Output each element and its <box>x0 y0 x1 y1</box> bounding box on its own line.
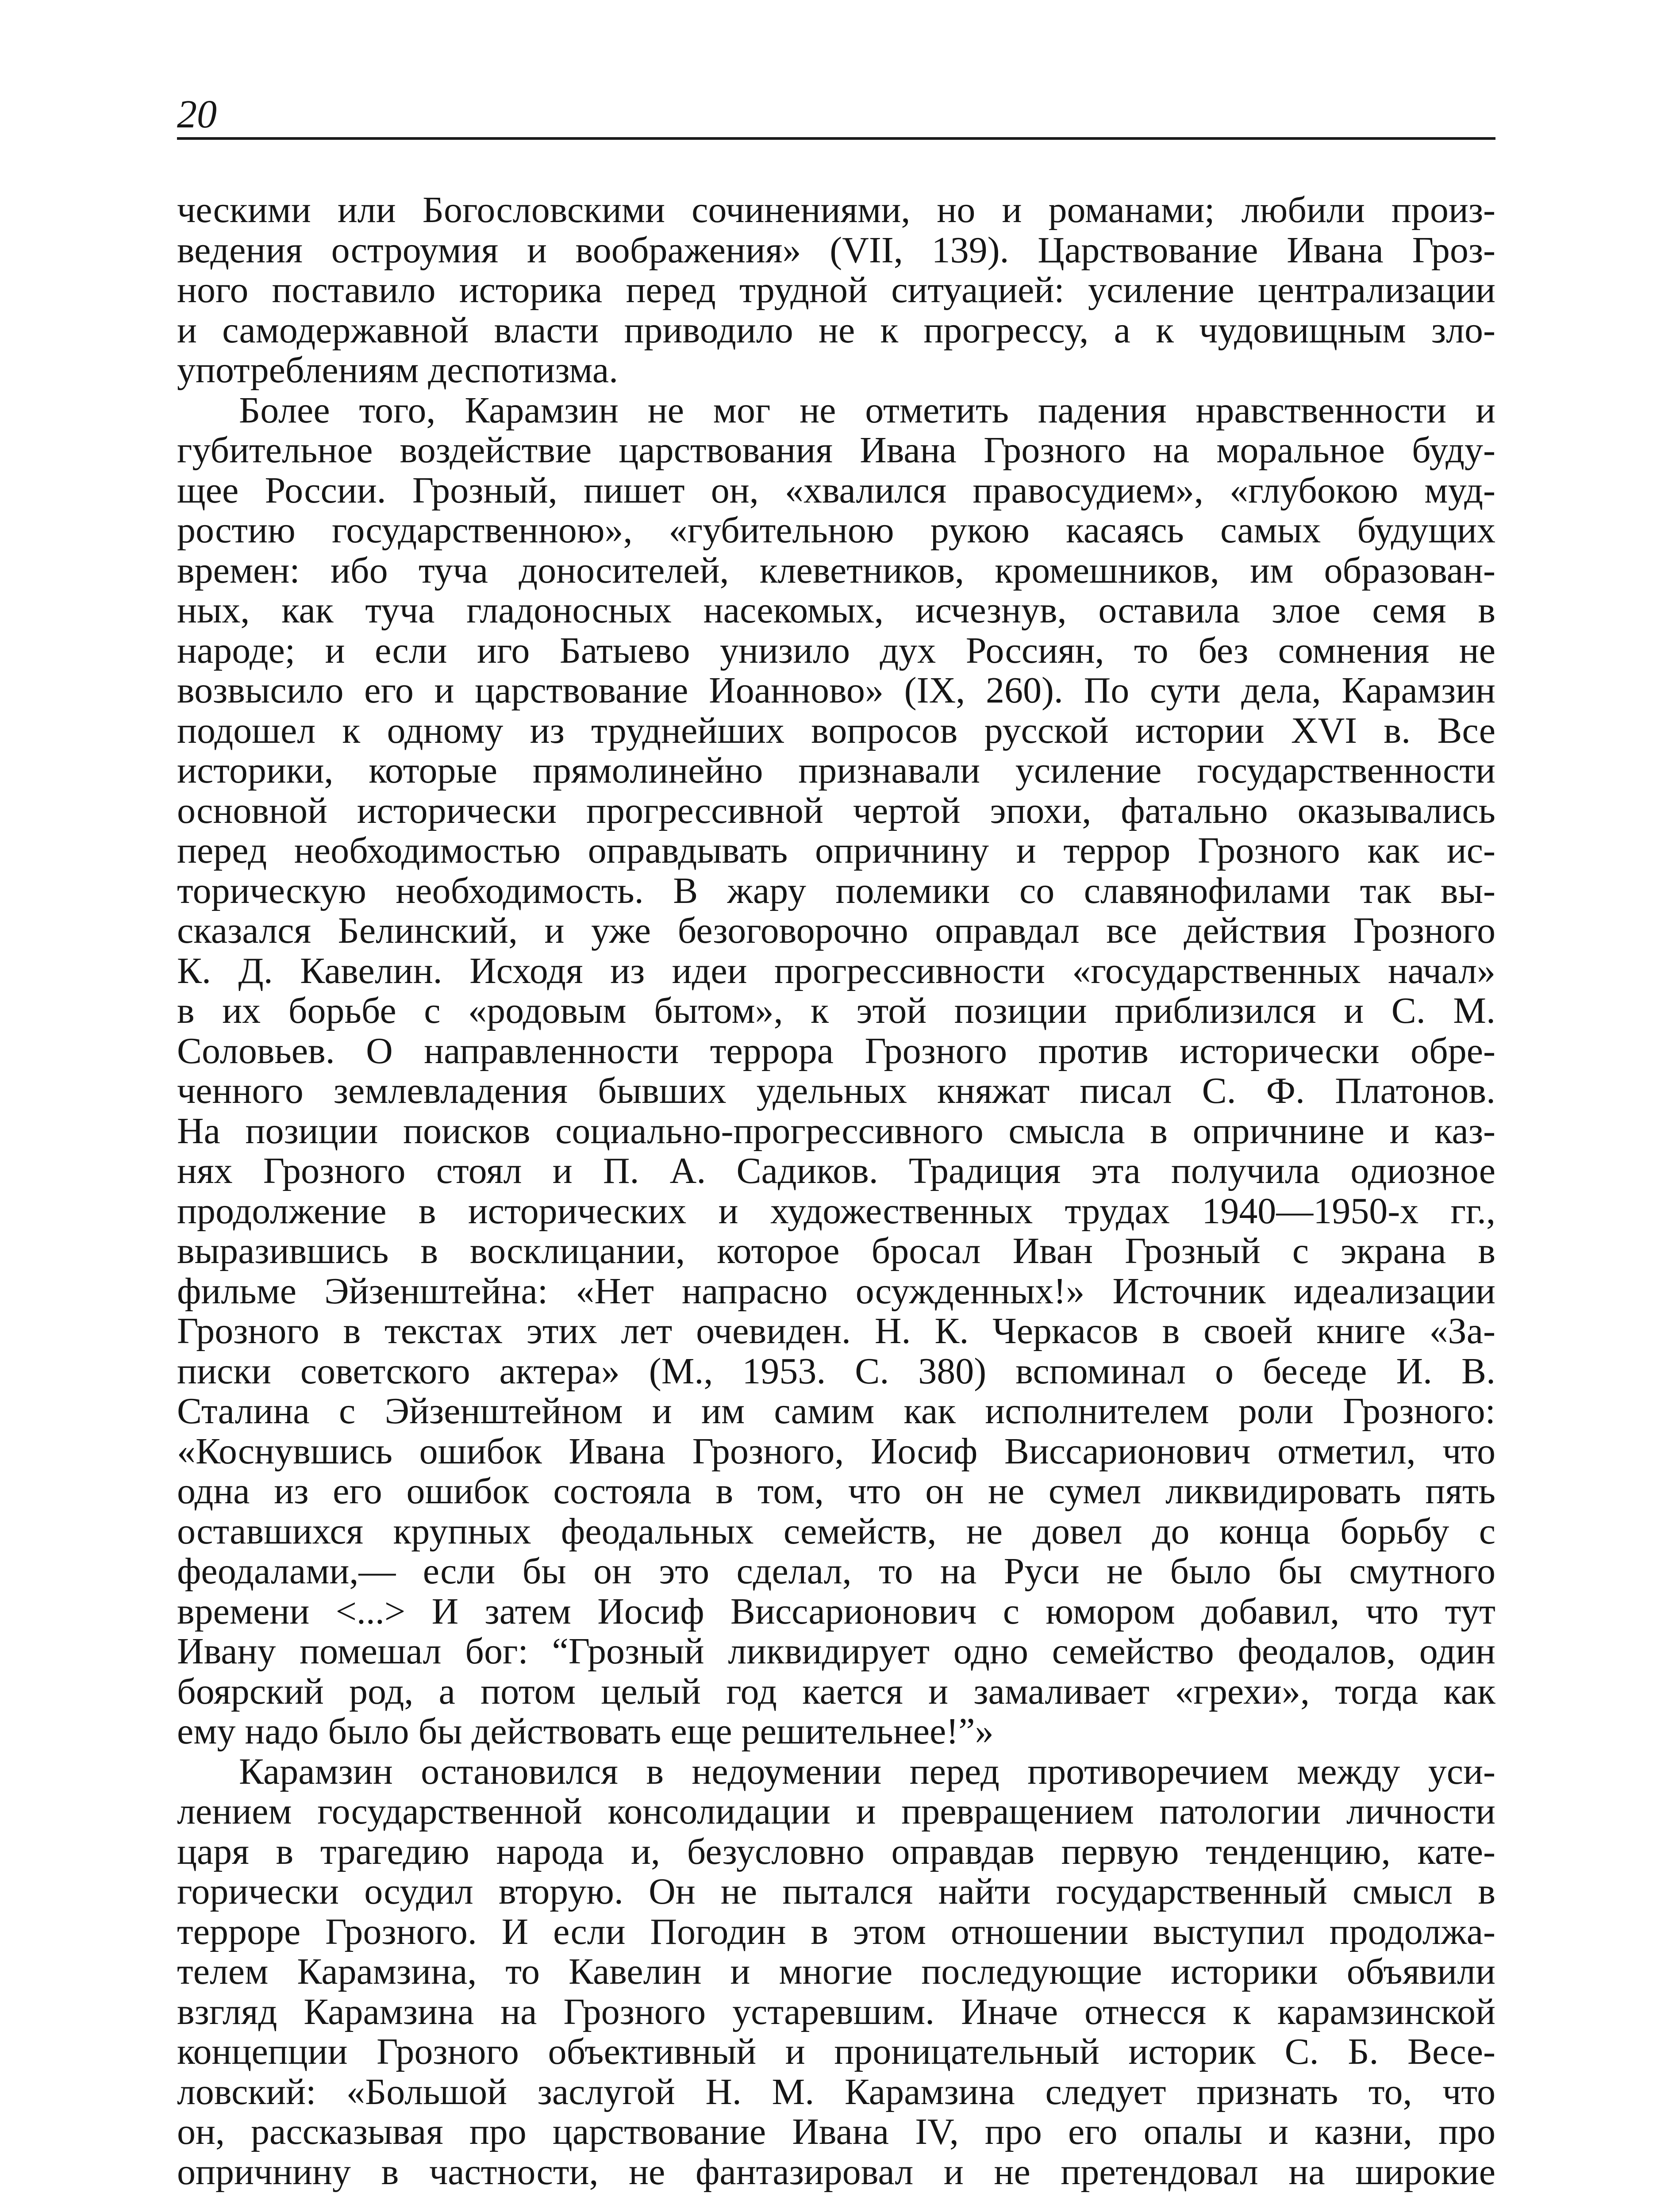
text-line: историки, которые прямолинейно признавали усиление государственности <box>177 751 1495 791</box>
text-line: «Коснувшись ошибок Ивана Грозного, Иосиф Виссарионович отметил, что <box>177 1431 1495 1471</box>
text-line: телем Карамзина, то Кавелин и многие последующие историки объявили <box>177 1952 1495 1992</box>
page-header <box>177 92 1495 140</box>
text-line: нях Грозного стоял и П. А. Садиков. Традиция эта получила одиозное <box>177 1151 1495 1191</box>
text-line: писки советского актера» (М., 1953. С. 380) вспоминал о беседе И. В. <box>177 1351 1495 1391</box>
text-line: ловский: «Большой заслугой Н. М. Карамзина следует признать то, что <box>177 2072 1495 2112</box>
text-line: народе; и если иго Батыево унизило дух Россиян, то без сомнения не <box>177 630 1495 671</box>
text-line: опричнину в частности, не фантазировал и не претендовал на широкие <box>177 2152 1495 2192</box>
text-line: Соловьев. О направленности террора Грозного против исторически обре- <box>177 1031 1495 1071</box>
text-line: На позиции поисков социально-прогрессивного смысла в опричнине и каз- <box>177 1111 1495 1151</box>
text-line: выразившись в восклицании, которое бросал Иван Грозный с экрана в <box>177 1231 1495 1271</box>
text-line: основной исторически прогрессивной чертой эпохи, фатально оказывались <box>177 791 1495 831</box>
text-line: Сталина с Эйзенштейном и им самим как исполнителем роли Грозного: <box>177 1391 1495 1432</box>
text-body <box>177 190 1495 2192</box>
text-line: употреблениям деспотизма. <box>177 350 619 391</box>
text-line: оставшихся крупных феодальных семейств, не довел до конца борьбу с <box>177 1511 1495 1551</box>
text-line: взгляд Карамзина на Грозного устаревшим. Иначе отнесся к карамзинской <box>177 1992 1495 2032</box>
text-line: царя в трагедию народа и, безусловно оправдав первую тенденцию, кате- <box>177 1832 1495 1872</box>
text-line: перед необходимостью оправдывать опричнину и террор Грозного как ис- <box>177 831 1495 871</box>
text-line: сказался Белинский, и уже безоговорочно оправдал все действия Грозного <box>177 911 1495 951</box>
text-line: К. Д. Кавелин. Исходя из идеи прогрессивности «государственных начал» <box>177 951 1495 991</box>
text-line: и самодержавной власти приводило не к прогрессу, а к чудовищным зло- <box>177 310 1495 350</box>
text-line: ведения остроумия и воображения» (VII, 139). Царствование Ивана Гроз- <box>177 230 1495 270</box>
paragraph <box>177 391 1495 1752</box>
text-line: ему надо было бы действовать еще решительнее!”» <box>177 1712 994 1752</box>
text-line: торическую необходимость. В жару полемики со славянофилами так вы- <box>177 871 1495 911</box>
text-line: терроре Грозного. И если Погодин в этом отношении выступил продолжа- <box>177 1912 1495 1952</box>
text-line: Более того, Карамзин не мог не отметить падения нравственности и <box>239 390 1495 430</box>
page-number: 20 <box>177 92 217 136</box>
text-line: ченного землевладения бывших удельных княжат писал С. Ф. Платонов. <box>177 1071 1495 1111</box>
text-line: ростию государственною», «губительною рукою касаясь самых будущих <box>177 511 1495 551</box>
text-line: ных, как туча гладоносных насекомых, исчезнув, оставила злое семя в <box>177 591 1495 631</box>
text-line: подошел к одному из труднейших вопросов русской истории XVI в. Все <box>177 710 1495 751</box>
text-line: Ивану помешал бог: “Грозный ликвидирует одно семейство феодалов, один <box>177 1632 1495 1672</box>
text-line: в их борьбе с «родовым бытом», к этой позиции приблизился и С. М. <box>177 991 1495 1031</box>
text-line: Грозного в текстах этих лет очевиден. Н. К. Черкасов в своей книге «За- <box>177 1311 1495 1352</box>
text-line: горически осудил вторую. Он не пытался найти государственный смысл в <box>177 1872 1495 1912</box>
text-line: Карамзин остановился в недоумении перед противоречием между уси- <box>239 1751 1495 1792</box>
text-line: губительное воздействие царствования Ивана Грозного на моральное буду- <box>177 430 1495 471</box>
text-line: лением государственной консолидации и превращением патологии личности <box>177 1792 1495 1832</box>
text-line: времени <...> И затем Иосиф Виссарионович с юмором добавил, что тут <box>177 1591 1495 1632</box>
text-line: одна из его ошибок состояла в том, что он не сумел ликвидировать пять <box>177 1471 1495 1512</box>
text-line: ческими или Богословскими сочинениями, но и романами; любили произ- <box>177 190 1495 230</box>
text-line: феодалами,— если бы он это сделал, то на Руси не было бы смутного <box>177 1551 1495 1592</box>
text-line: времен: ибо туча доносителей, клеветников, кромешников, им образован- <box>177 550 1495 591</box>
text-line: ного поставило историка перед трудной ситуацией: усиление централизации <box>177 270 1495 311</box>
text-line: боярский род, а потом целый год кается и замаливает «грехи», тогда как <box>177 1671 1495 1712</box>
text-line: фильме Эйзенштейна: «Нет напрасно осужденных!» Источник идеализации <box>177 1271 1495 1311</box>
text-line: щее России. Грозный, пишет он, «хвалился правосудием», «глубокою муд- <box>177 470 1495 511</box>
text-line: концепции Грозного объективный и проницательный историк С. Б. Весе- <box>177 2032 1495 2072</box>
text-line: возвысило его и царствование Иоанново» (IX, 260). По сути дела, Карамзин <box>177 671 1495 711</box>
text-line: продолжение в исторических и художественных трудах 1940—1950-х гг., <box>177 1191 1495 1231</box>
text-line: он, рассказывая про царствование Ивана IV, про его опалы и казни, про <box>177 2112 1495 2152</box>
paragraph <box>177 190 1495 391</box>
paragraph <box>177 1752 1495 2193</box>
